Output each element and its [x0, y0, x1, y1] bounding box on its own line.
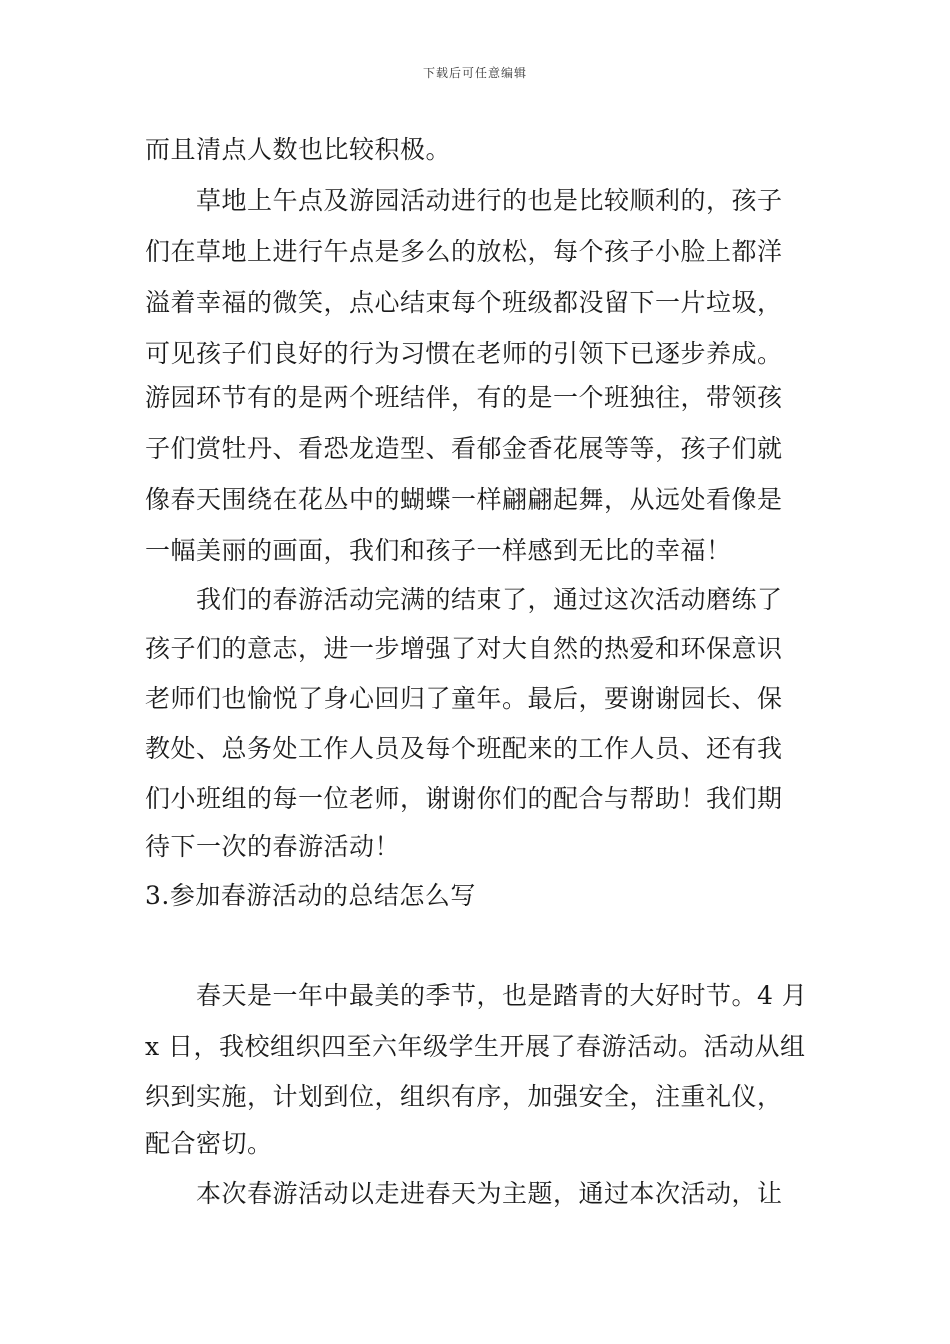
text-line: 孩子们的意志，进一步增强了对大自然的热爱和环保意识 — [145, 634, 783, 663]
text-line: x 日，我校组织四至六年级学生开展了春游活动。活动从组 — [145, 1032, 806, 1061]
text-line: 教处、总务处工作人员及每个班配来的工作人员、还有我 — [145, 734, 783, 763]
text-line: 们在草地上进行午点是多么的放松，每个孩子小脸上都洋 — [145, 237, 783, 266]
text-line: 老师们也愉悦了身心回归了童年。最后，要谢谢园长、保 — [145, 684, 783, 713]
text-line: 子们赏牡丹、看恐龙造型、看郁金香花展等等，孩子们就 — [145, 434, 783, 463]
text-line: 待下一次的春游活动！ — [145, 832, 401, 861]
page-header: 下载后可任意编辑 — [422, 66, 527, 80]
text-line: 溢着幸福的微笑，点心结束每个班级都没留下一片垃圾， — [145, 288, 783, 317]
text-line: 像春天围绕在花丛中的蝴蝶一样翩翩起舞，从远处看像是 — [145, 485, 783, 514]
text-line: 而且清点人数也比较积极。 — [145, 135, 452, 164]
paragraph-start: 草地上午点及游园活动进行的也是比较顺利的，孩子 — [196, 186, 783, 215]
text-line: 配合密切。 — [145, 1129, 273, 1158]
text-line: 游园环节有的是两个班结伴，有的是一个班独往，带领孩 — [145, 383, 783, 412]
paragraph-start: 春天是一年中最美的季节，也是踏青的大好时节。4 月 — [196, 981, 808, 1010]
text-line: 们小班组的每一位老师，谢谢你们的配合与帮助！我们期 — [145, 784, 783, 813]
section-heading: 3.参加春游活动的总结怎么写 — [145, 881, 476, 910]
text-line: 可见孩子们良好的行为习惯在老师的引领下已逐步养成。 — [145, 339, 783, 368]
paragraph-start: 本次春游活动以走进春天为主题，通过本次活动，让 — [196, 1179, 783, 1208]
text-line: 一幅美丽的画面，我们和孩子一样感到无比的幸福！ — [145, 536, 732, 565]
paragraph-start: 我们的春游活动完满的结束了，通过这次活动磨练了 — [196, 585, 783, 614]
text-line: 织到实施，计划到位，组织有序，加强安全，注重礼仪， — [145, 1082, 783, 1111]
